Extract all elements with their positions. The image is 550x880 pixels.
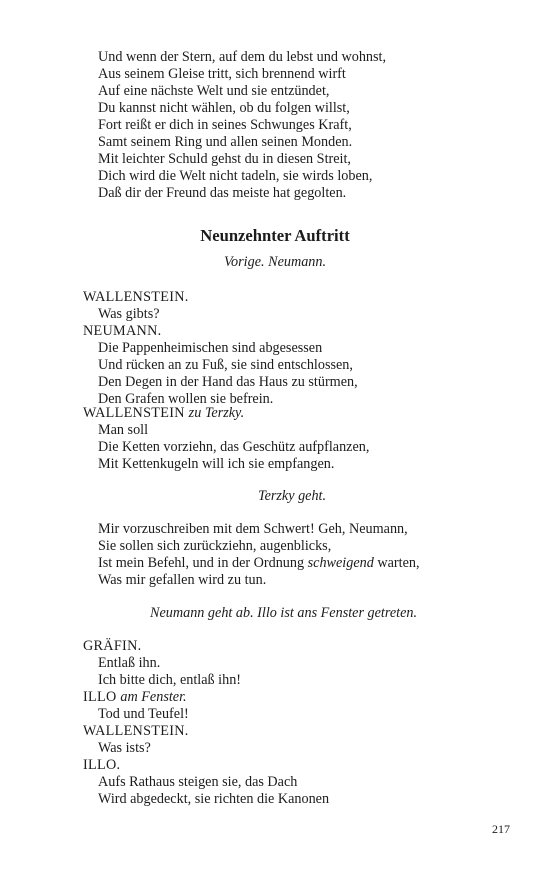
page-number: 217: [492, 822, 510, 836]
speaker-name: ILLO: [83, 689, 117, 705]
speaker-name: WALLENSTEIN.: [83, 723, 189, 739]
verse-line: Fort reißt er dich in seines Schwunges Kraft,: [98, 117, 352, 133]
emphasized-word: schweigend: [307, 555, 374, 571]
verse-line: Wird abgedeckt, sie richten die Kanonen: [98, 791, 330, 807]
verse-line: Mir vorzuschreiben mit dem Schwert! Geh, Neumann,: [98, 521, 408, 537]
stage-direction: am Fenster.: [120, 689, 187, 705]
verse-line: Ich bitte dich, entlaß ihn!: [98, 672, 242, 688]
verse-line: Mit Kettenkugeln will ich sie empfangen.: [98, 456, 335, 472]
scene-cast: Vorige. Neumann.: [223, 254, 327, 270]
verse-line: Samt seinem Ring und allen seinen Monden.: [98, 134, 353, 150]
stage-direction: Terzky geht.: [258, 488, 327, 504]
verse-line: Was ists?: [98, 740, 151, 756]
verse-line: Die Pappenheimischen sind abgesessen: [98, 340, 323, 356]
verse-line: Den Grafen wollen sie befrein.: [98, 391, 274, 407]
verse-line: Entlaß ihn.: [98, 655, 161, 671]
stage-direction: zu Terzky.: [188, 405, 245, 421]
verse-line: Die Ketten vorziehn, das Geschütz aufpflanzen,: [98, 439, 370, 455]
verse-line: Den Degen in der Hand das Haus zu stürmen,: [98, 374, 358, 390]
stage-direction: Neumann geht ab. Illo ist ans Fenster getreten.: [150, 605, 418, 621]
verse-line: Tod und Teufel!: [98, 706, 189, 722]
speaker-name: ILLO.: [83, 757, 121, 773]
verse-line: Was gibts?: [98, 306, 160, 322]
speaker-name: WALLENSTEIN: [83, 405, 185, 421]
speaker-name: GRÄFIN.: [83, 638, 142, 654]
verse-line: [98, 555, 420, 572]
speaker-line: [83, 405, 244, 422]
verse-line: Und wenn der Stern, auf dem du lebst und wohnst,: [98, 49, 387, 65]
verse-line: Auf eine nächste Welt und sie entzündet,: [98, 83, 330, 99]
speaker-name: WALLENSTEIN.: [83, 289, 189, 305]
speaker-name: NEUMANN.: [83, 323, 162, 339]
verse-line: Du kannst nicht wählen, ob du folgen willst,: [98, 100, 350, 116]
verse-line: Mit leichter Schuld gehst du in diesen Streit,: [98, 151, 351, 167]
verse-line: Und rücken an zu Fuß, sie sind entschlossen,: [98, 357, 353, 373]
scene-title: Neunzehnter Auftritt: [200, 226, 350, 245]
speaker-line: [83, 689, 187, 706]
verse-line: Man soll: [98, 422, 149, 438]
verse-line: Dich wird die Welt nicht tadeln, sie wirds loben,: [98, 168, 373, 184]
verse-text: warten,: [373, 555, 420, 571]
verse-line: Aufs Rathaus steigen sie, das Dach: [98, 774, 298, 790]
verse-line: Was mir gefallen wird zu tun.: [98, 572, 267, 588]
verse-text: Ist mein Befehl, und in der Ordnung: [98, 555, 308, 571]
verse-line: Aus seinem Gleise tritt, sich brennend wirft: [98, 66, 346, 82]
verse-line: Daß dir der Freund das meiste hat gegolten.: [98, 185, 347, 201]
verse-line: Sie sollen sich zurückziehn, augenblicks,: [98, 538, 332, 554]
